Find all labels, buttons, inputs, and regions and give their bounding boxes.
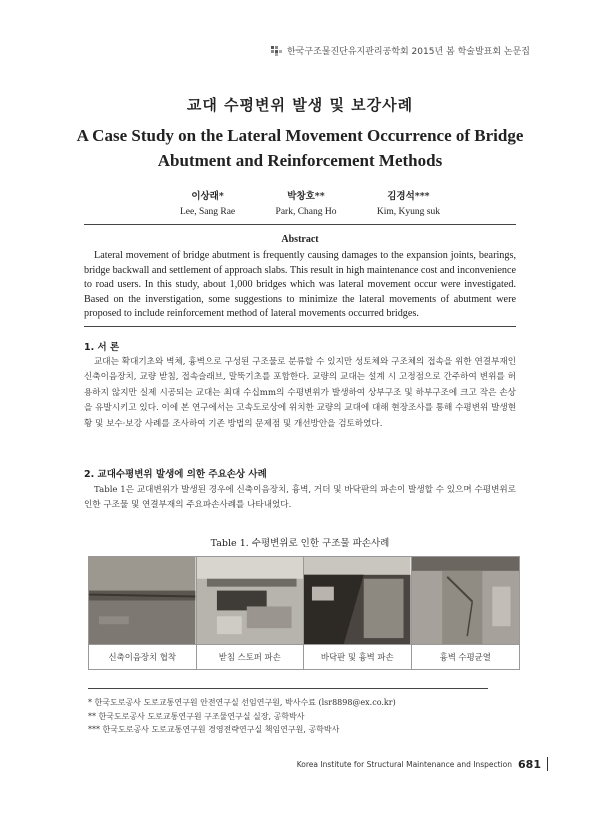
abstract-heading: Abstract: [281, 234, 319, 245]
photo-backwall-crack: [412, 557, 520, 645]
section-text-damage: Table 1은 교대변위가 발생된 경우에 신축이음장치, 흉벽, 거더 및 바닥판의 파손이 발생할 수 있으며 수평변위로 인한 구조물 및 연결부재의 주요파손사례를 나타내었다.: [84, 485, 516, 511]
photo-deck-wall: [304, 557, 412, 645]
photo-caption: 받침 스토퍼 파손: [197, 645, 305, 669]
table-caption: Table 1. 수평변위로 인한 구조물 파손사례: [210, 538, 390, 549]
footer-divider: [547, 757, 548, 771]
title-english: A Case Study on the Lateral Movement Occurrence of Bridge Abutment and Reinforcement Methods: [76, 126, 524, 170]
section-heading-damage: 2. 교대수평변위 발생에 의한 주요손상 사례: [84, 469, 267, 480]
photo-caption: 흉벽 수평균열: [439, 652, 491, 662]
author-name-korean: 박창호**: [287, 191, 325, 202]
logo-icon: [271, 46, 283, 56]
author-3: [377, 188, 440, 217]
author-2: [276, 188, 337, 217]
section-text-intro: 교대는 확대기초와 벽체, 흉벽으로 구성된 구조물로 분류할 수 있지만 성토체와 구조체의 접속을 위한 연결부재인 신축이음장치, 교량 받침, 접속슬래브, 말뚝기초를 포함한다. 교량의 교대는 설계 시 고정점으로 간주하여 변위를 허용하지 않지만 실제 시공되는 교대는 최대 수십mm의 수평변위가 발생하여 상부구조 및 하부구조에 크고 작은 손상을 유발시키고 있다. 이에 본 연구에서는 고속도로상에 위치한 교량의 교대에 대해 현장조사를 통해 수평변위 발생현황 및 보수·보강 사례를 조사하여 기존 방법의 문제점 및 개선방안을 검토하였다.: [84, 357, 516, 429]
page-footer: [297, 757, 548, 771]
footnote: * 한국도로공사 도로교통연구원 안전연구실 선임연구원, 박사수료 (lsr8898@ex.co.kr): [88, 698, 396, 707]
damage-photo-table: [88, 556, 520, 670]
divider-abstract: [84, 326, 516, 327]
footnotes: [88, 696, 528, 737]
footnote: *** 한국도로공사 도로교통연구원 경영전략연구실 책임연구원, 공학박사: [88, 725, 340, 734]
author-name-english: Park, Chang Ho: [275, 207, 337, 217]
author-list: [180, 188, 440, 217]
photo-caption: 바닥판 및 흉벽 파손: [304, 645, 412, 669]
author-name-korean: 이상래*: [191, 191, 224, 202]
abstract-text: Lateral movement of bridge abutment is frequently causing damages to the expansion joints, bearings, bridge backwall and settlement of approach slabs. This result in high maintenance cost and inconvenience to road users. In this study, about 1,000 bridges which was lateral movement occur were investigated. Based on the inverstigation, some suggestions to minimize the lateral movements of abutment were proposed to include reinforcement method of lateral movements occurred bridges.: [84, 250, 516, 320]
author-name-korean: 김경석***: [387, 191, 430, 202]
author-name-english: Kim, Kyung suk: [376, 207, 440, 217]
author-1: [180, 188, 235, 217]
header-text: 한국구조물진단유지관리공학회 2015년 봄 학술발표회 논문집: [286, 47, 530, 57]
photo-caption: 신축이음장치 협착: [89, 645, 197, 669]
divider-top: [84, 224, 516, 225]
author-name-english: Lee, Sang Rae: [180, 207, 236, 217]
page-number: 681: [518, 757, 541, 771]
photo-bearing-stopper: [197, 557, 305, 645]
running-header: [271, 44, 530, 57]
title-korean: 교대 수평변위 발생 및 보강사례: [186, 96, 414, 114]
photo-expansion-joint: [89, 557, 197, 645]
footnote: ** 한국도로공사 도로교통연구원 구조물연구실 실장, 공학박사: [88, 711, 305, 721]
section-heading-intro: 1. 서 론: [84, 342, 120, 353]
footnote-divider: [88, 688, 488, 689]
footer-text: Korea Institute for Structural Maintenance and Inspection: [296, 759, 513, 769]
